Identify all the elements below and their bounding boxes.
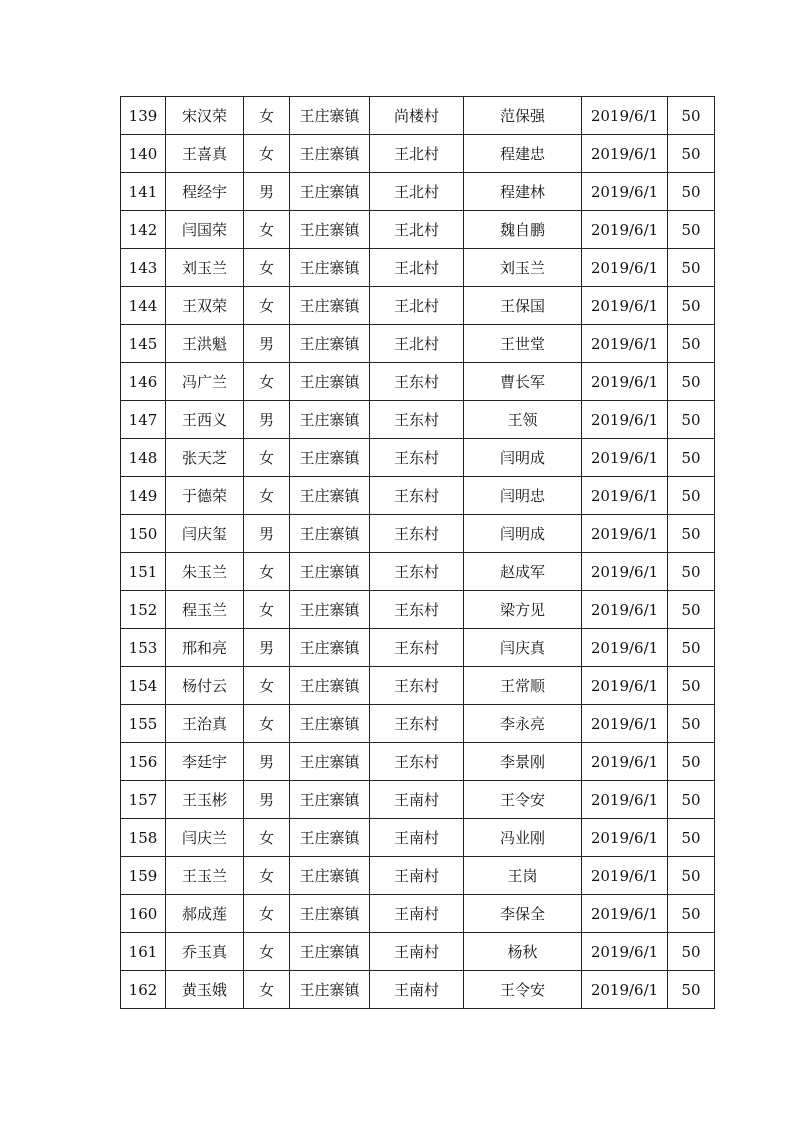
town-cell: 王庄寨镇 [290,287,370,325]
table-row [121,477,715,515]
date-cell: 2019/6/1 [582,477,668,515]
date-cell: 2019/6/1 [582,325,668,363]
amount-cell: 50 [668,819,715,857]
gender-cell: 女 [244,249,290,287]
name-cell: 闫庆兰 [166,819,244,857]
town-cell: 王庄寨镇 [290,933,370,971]
payee-cell: 闫明成 [464,515,582,553]
amount-cell: 50 [668,895,715,933]
gender-cell: 男 [244,325,290,363]
name-cell: 闫国荣 [166,211,244,249]
amount-cell: 50 [668,173,715,211]
name-cell: 郝成莲 [166,895,244,933]
town-cell: 王庄寨镇 [290,173,370,211]
amount-cell: 50 [668,363,715,401]
village-cell: 王南村 [370,971,464,1009]
table-row [121,857,715,895]
table-row [121,97,715,135]
table-row [121,515,715,553]
index-cell: 158 [121,819,166,857]
town-cell: 王庄寨镇 [290,135,370,173]
date-cell: 2019/6/1 [582,591,668,629]
record-table [120,96,715,1009]
name-cell: 王西义 [166,401,244,439]
gender-cell: 女 [244,971,290,1009]
gender-cell: 女 [244,933,290,971]
name-cell: 宋汉荣 [166,97,244,135]
gender-cell: 女 [244,857,290,895]
village-cell: 王东村 [370,743,464,781]
amount-cell: 50 [668,629,715,667]
name-cell: 王治真 [166,705,244,743]
village-cell: 王南村 [370,857,464,895]
name-cell: 李廷宇 [166,743,244,781]
town-cell: 王庄寨镇 [290,363,370,401]
town-cell: 王庄寨镇 [290,401,370,439]
village-cell: 王北村 [370,287,464,325]
payee-cell: 闫庆真 [464,629,582,667]
table-row [121,705,715,743]
gender-cell: 女 [244,553,290,591]
village-cell: 王东村 [370,401,464,439]
name-cell: 黄玉娥 [166,971,244,1009]
table-row [121,781,715,819]
payee-cell: 程建忠 [464,135,582,173]
name-cell: 朱玉兰 [166,553,244,591]
payee-cell: 闫明成 [464,439,582,477]
village-cell: 王东村 [370,553,464,591]
gender-cell: 男 [244,629,290,667]
amount-cell: 50 [668,287,715,325]
gender-cell: 女 [244,211,290,249]
town-cell: 王庄寨镇 [290,819,370,857]
amount-cell: 50 [668,667,715,705]
amount-cell: 50 [668,249,715,287]
payee-cell: 杨秋 [464,933,582,971]
index-cell: 159 [121,857,166,895]
table-row [121,933,715,971]
table-row [121,667,715,705]
index-cell: 146 [121,363,166,401]
amount-cell: 50 [668,97,715,135]
index-cell: 162 [121,971,166,1009]
gender-cell: 女 [244,477,290,515]
amount-cell: 50 [668,211,715,249]
payee-cell: 程建林 [464,173,582,211]
table-row [121,249,715,287]
index-cell: 139 [121,97,166,135]
village-cell: 王东村 [370,667,464,705]
index-cell: 151 [121,553,166,591]
payee-cell: 李景刚 [464,743,582,781]
table-row [121,553,715,591]
table-row [121,743,715,781]
record-table-container [120,96,715,1009]
date-cell: 2019/6/1 [582,667,668,705]
name-cell: 刘玉兰 [166,249,244,287]
date-cell: 2019/6/1 [582,857,668,895]
payee-cell: 王领 [464,401,582,439]
village-cell: 尚楼村 [370,97,464,135]
gender-cell: 女 [244,363,290,401]
gender-cell: 男 [244,515,290,553]
amount-cell: 50 [668,971,715,1009]
village-cell: 王南村 [370,781,464,819]
village-cell: 王北村 [370,211,464,249]
gender-cell: 女 [244,591,290,629]
amount-cell: 50 [668,743,715,781]
town-cell: 王庄寨镇 [290,743,370,781]
name-cell: 张天芝 [166,439,244,477]
town-cell: 王庄寨镇 [290,515,370,553]
date-cell: 2019/6/1 [582,135,668,173]
amount-cell: 50 [668,401,715,439]
date-cell: 2019/6/1 [582,971,668,1009]
gender-cell: 女 [244,895,290,933]
table-row [121,591,715,629]
payee-cell: 王令安 [464,781,582,819]
index-cell: 148 [121,439,166,477]
date-cell: 2019/6/1 [582,819,668,857]
record-table-body [121,97,715,1009]
town-cell: 王庄寨镇 [290,857,370,895]
name-cell: 程经宇 [166,173,244,211]
name-cell: 王洪魁 [166,325,244,363]
index-cell: 143 [121,249,166,287]
date-cell: 2019/6/1 [582,781,668,819]
payee-cell: 冯业刚 [464,819,582,857]
gender-cell: 女 [244,287,290,325]
date-cell: 2019/6/1 [582,401,668,439]
name-cell: 冯广兰 [166,363,244,401]
payee-cell: 王岗 [464,857,582,895]
village-cell: 王南村 [370,933,464,971]
date-cell: 2019/6/1 [582,249,668,287]
town-cell: 王庄寨镇 [290,667,370,705]
payee-cell: 梁方见 [464,591,582,629]
name-cell: 王玉彬 [166,781,244,819]
payee-cell: 王常顺 [464,667,582,705]
name-cell: 于德荣 [166,477,244,515]
amount-cell: 50 [668,857,715,895]
index-cell: 161 [121,933,166,971]
gender-cell: 女 [244,667,290,705]
table-row [121,363,715,401]
date-cell: 2019/6/1 [582,743,668,781]
village-cell: 王北村 [370,135,464,173]
index-cell: 154 [121,667,166,705]
name-cell: 杨付云 [166,667,244,705]
payee-cell: 赵成军 [464,553,582,591]
index-cell: 156 [121,743,166,781]
payee-cell: 王令安 [464,971,582,1009]
date-cell: 2019/6/1 [582,439,668,477]
name-cell: 乔玉真 [166,933,244,971]
gender-cell: 女 [244,439,290,477]
amount-cell: 50 [668,135,715,173]
index-cell: 145 [121,325,166,363]
town-cell: 王庄寨镇 [290,97,370,135]
amount-cell: 50 [668,781,715,819]
gender-cell: 男 [244,781,290,819]
gender-cell: 男 [244,743,290,781]
village-cell: 王北村 [370,173,464,211]
date-cell: 2019/6/1 [582,173,668,211]
town-cell: 王庄寨镇 [290,477,370,515]
date-cell: 2019/6/1 [582,895,668,933]
amount-cell: 50 [668,933,715,971]
index-cell: 140 [121,135,166,173]
date-cell: 2019/6/1 [582,705,668,743]
town-cell: 王庄寨镇 [290,629,370,667]
index-cell: 141 [121,173,166,211]
town-cell: 王庄寨镇 [290,211,370,249]
date-cell: 2019/6/1 [582,287,668,325]
payee-cell: 范保强 [464,97,582,135]
name-cell: 王双荣 [166,287,244,325]
gender-cell: 女 [244,135,290,173]
amount-cell: 50 [668,553,715,591]
table-row [121,439,715,477]
payee-cell: 曹长军 [464,363,582,401]
village-cell: 王北村 [370,249,464,287]
gender-cell: 女 [244,705,290,743]
town-cell: 王庄寨镇 [290,781,370,819]
index-cell: 152 [121,591,166,629]
table-row [121,287,715,325]
index-cell: 155 [121,705,166,743]
index-cell: 144 [121,287,166,325]
village-cell: 王南村 [370,895,464,933]
name-cell: 程玉兰 [166,591,244,629]
gender-cell: 女 [244,819,290,857]
index-cell: 160 [121,895,166,933]
village-cell: 王东村 [370,515,464,553]
date-cell: 2019/6/1 [582,515,668,553]
town-cell: 王庄寨镇 [290,439,370,477]
index-cell: 153 [121,629,166,667]
town-cell: 王庄寨镇 [290,971,370,1009]
table-row [121,895,715,933]
table-row [121,629,715,667]
amount-cell: 50 [668,325,715,363]
index-cell: 157 [121,781,166,819]
gender-cell: 男 [244,173,290,211]
payee-cell: 刘玉兰 [464,249,582,287]
name-cell: 闫庆玺 [166,515,244,553]
index-cell: 149 [121,477,166,515]
village-cell: 王东村 [370,705,464,743]
payee-cell: 王保国 [464,287,582,325]
village-cell: 王东村 [370,591,464,629]
payee-cell: 闫明忠 [464,477,582,515]
table-row [121,401,715,439]
payee-cell: 李保全 [464,895,582,933]
town-cell: 王庄寨镇 [290,591,370,629]
date-cell: 2019/6/1 [582,97,668,135]
amount-cell: 50 [668,705,715,743]
village-cell: 王东村 [370,629,464,667]
village-cell: 王南村 [370,819,464,857]
village-cell: 王东村 [370,439,464,477]
amount-cell: 50 [668,515,715,553]
index-cell: 150 [121,515,166,553]
table-row [121,173,715,211]
date-cell: 2019/6/1 [582,933,668,971]
town-cell: 王庄寨镇 [290,705,370,743]
town-cell: 王庄寨镇 [290,325,370,363]
date-cell: 2019/6/1 [582,553,668,591]
table-row [121,971,715,1009]
date-cell: 2019/6/1 [582,211,668,249]
gender-cell: 男 [244,401,290,439]
name-cell: 王玉兰 [166,857,244,895]
village-cell: 王东村 [370,363,464,401]
town-cell: 王庄寨镇 [290,249,370,287]
gender-cell: 女 [244,97,290,135]
table-row [121,325,715,363]
date-cell: 2019/6/1 [582,629,668,667]
village-cell: 王东村 [370,477,464,515]
name-cell: 王喜真 [166,135,244,173]
town-cell: 王庄寨镇 [290,895,370,933]
table-row [121,135,715,173]
payee-cell: 李永亮 [464,705,582,743]
index-cell: 142 [121,211,166,249]
amount-cell: 50 [668,439,715,477]
table-row [121,211,715,249]
village-cell: 王北村 [370,325,464,363]
town-cell: 王庄寨镇 [290,553,370,591]
payee-cell: 魏自鹏 [464,211,582,249]
amount-cell: 50 [668,591,715,629]
payee-cell: 王世堂 [464,325,582,363]
name-cell: 邢和亮 [166,629,244,667]
amount-cell: 50 [668,477,715,515]
table-row [121,819,715,857]
index-cell: 147 [121,401,166,439]
date-cell: 2019/6/1 [582,363,668,401]
